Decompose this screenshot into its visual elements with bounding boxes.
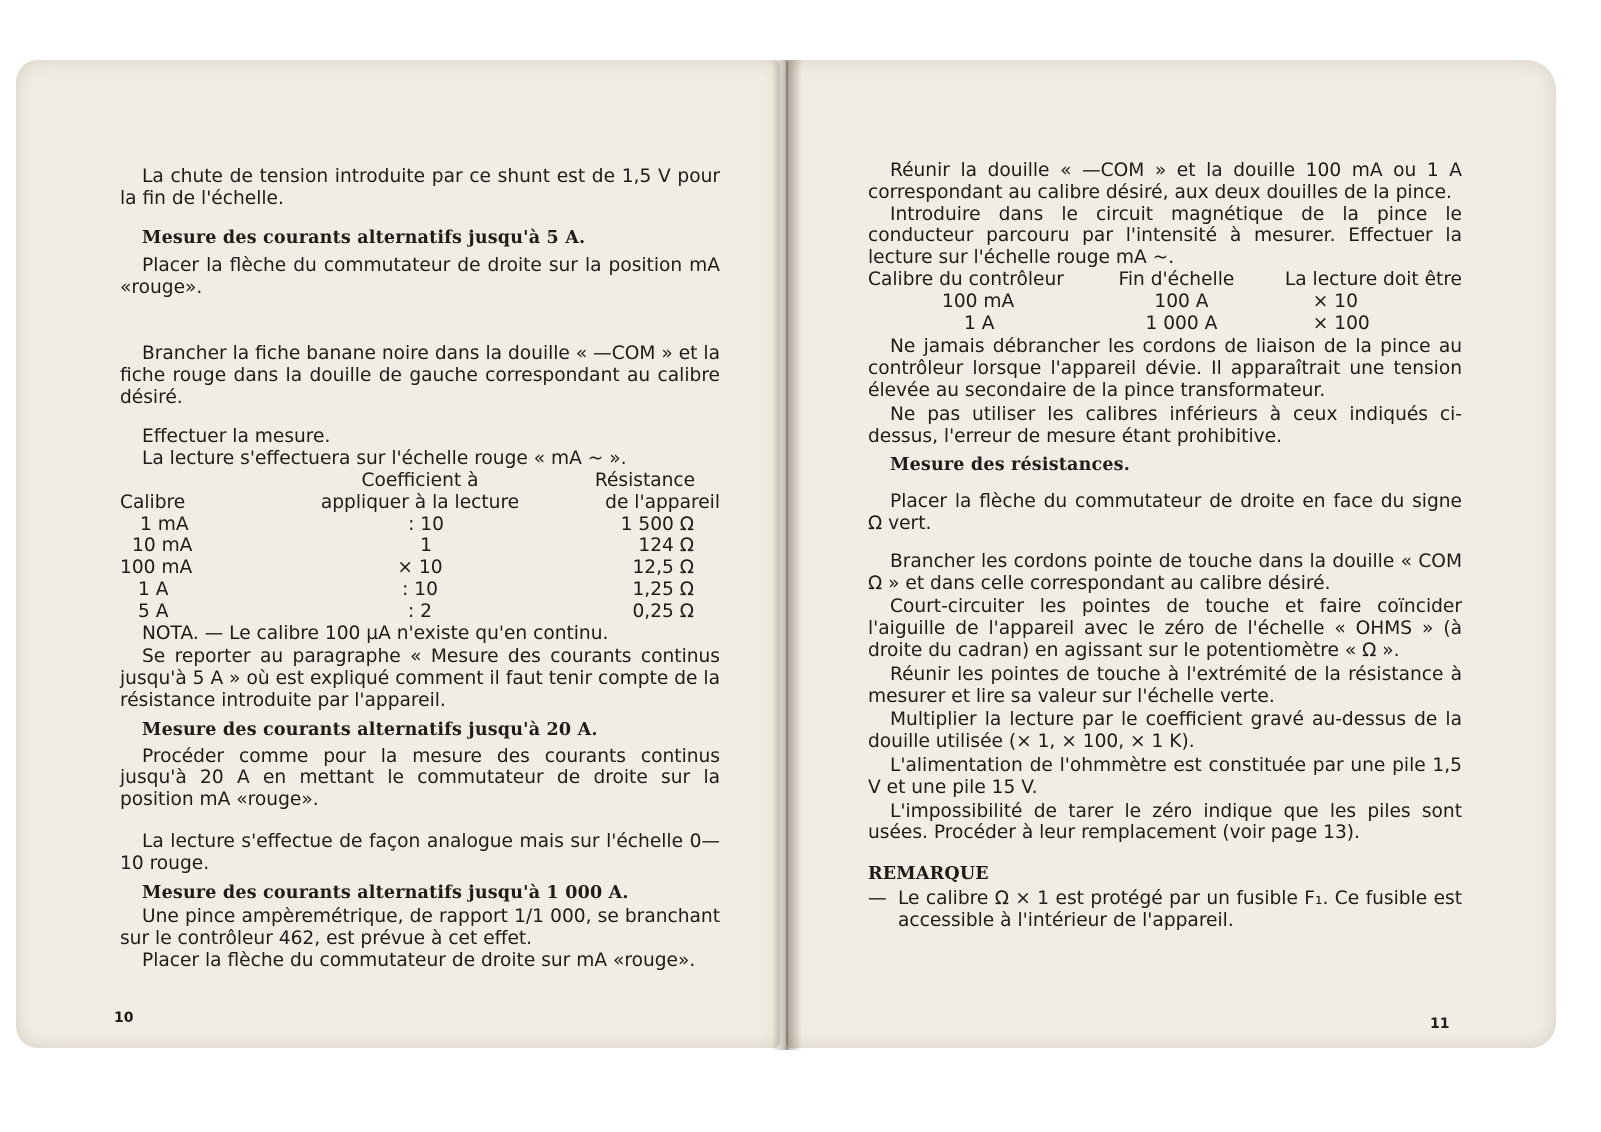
lecture-doit-header: La lecture doit être xyxy=(1284,268,1462,290)
booklet-scan xyxy=(16,60,1556,1050)
table-cell-lecture: × 100 xyxy=(1312,312,1370,334)
table-row xyxy=(120,579,720,601)
heading-1000a: Mesure des courants alternatifs jusqu'à 1 000 A. xyxy=(142,882,629,903)
multiplier-paragraph: Multiplier la lecture par le coefficient gravé au-dessus de la douille utilisée (× 1, × 100, × 1 K). xyxy=(868,709,1462,753)
table-cell-calibre: 5 A xyxy=(138,600,169,622)
table-cell-lecture: × 10 xyxy=(1312,290,1358,312)
heading-20a: Mesure des courants alternatifs jusqu'à 20 A. xyxy=(142,719,598,740)
table-cell-calibre: 1 A xyxy=(138,578,169,600)
brancher-paragraph: Brancher la fiche banane noire dans la douille « —COM » et la fiche rouge dans la douille de gauche correspondant au calibre désiré. xyxy=(120,342,720,408)
calibre-table xyxy=(120,470,720,623)
table-cell-res: 12,5 Ω xyxy=(632,557,694,579)
resistance-header-line1: Résistance xyxy=(594,469,696,491)
table-cell-coef: × 10 xyxy=(397,557,443,579)
pince-table xyxy=(868,269,1462,334)
effectuer-line: Effectuer la mesure. xyxy=(142,426,331,448)
coefficient-header xyxy=(270,470,570,514)
brancher-res-paragraph: Brancher les cordons pointe de touche dans la douille « COM Ω » et dans celle correspondant au calibre désiré. xyxy=(868,550,1462,594)
placer-1000a-line: Placer la flèche du commutateur de droite sur mA «rouge». xyxy=(142,949,696,971)
resistance-header-line2: de l'appareil xyxy=(605,491,720,513)
table-cell-calibre: 100 mA xyxy=(942,290,1015,312)
remarque-dash: — xyxy=(868,887,887,909)
impossibilite-paragraph: L'impossibilité de tarer le zéro indique que les piles sont usées. Procéder à leur remplacement (voir page 13). xyxy=(868,800,1462,844)
lecture-line: La lecture s'effectuera sur l'échelle rouge « mA ~ ». xyxy=(142,448,627,470)
book-gutter xyxy=(772,60,802,1050)
coefficient-header-line1: Coefficient à xyxy=(361,469,479,491)
table-cell-coef: : 10 xyxy=(408,513,444,535)
reunir-paragraph: Réunir la douille « —COM » et la douille 100 mA ou 1 A correspondant au calibre désiré, aux deux douilles de la pince. xyxy=(868,160,1462,203)
remarque-item xyxy=(868,888,1462,932)
fin-echelle-header: Fin d'échelle xyxy=(1118,268,1235,290)
left-page xyxy=(16,60,780,1048)
heading-5a: Mesure des courants alternatifs jusqu'à 5 A. xyxy=(142,227,586,248)
table-cell-calibre: 1 A xyxy=(964,312,995,334)
calibre-controleur-header: Calibre du contrôleur xyxy=(868,268,1064,290)
lecture-20a-paragraph: La lecture s'effectue de façon analogue mais sur l'échelle 0—10 rouge. xyxy=(120,830,720,874)
nota-line: NOTA. — Le calibre 100 µA n'existe qu'en continu. xyxy=(142,622,609,644)
table-cell-coef: : 10 xyxy=(402,578,438,600)
table-row xyxy=(120,557,720,579)
table-row xyxy=(868,291,1462,313)
ne-jamais-paragraph: Ne jamais débrancher les cordons de liaison de la pince au contrôleur lorsque l'appareil dévie. Il apparaîtrait une tension élevée au secondaire de la pince transformateur. xyxy=(868,336,1462,401)
table-cell-res: 124 Ω xyxy=(638,535,694,557)
remarque-heading: REMARQUE xyxy=(868,864,989,885)
table-cell-calibre: 100 mA xyxy=(120,557,193,579)
right-page-content xyxy=(868,60,1462,932)
page-number-right: 11 xyxy=(1430,1016,1450,1032)
table-cell-coef: : 2 xyxy=(407,600,432,622)
reunir-pointes-paragraph: Réunir les pointes de touche à l'extrémité de la résistance à mesurer et lire sa valeur sur l'échelle verte. xyxy=(868,663,1462,707)
table-cell-calibre: 1 mA xyxy=(140,513,189,535)
page-number-left: 10 xyxy=(114,1010,134,1026)
table-cell-res: 0,25 Ω xyxy=(632,600,694,622)
table-cell-calibre: 10 mA xyxy=(132,535,193,557)
placer-5a-paragraph: Placer la flèche du commutateur de droite sur la position mA «rouge». xyxy=(120,255,720,299)
pince-paragraph: Une pince ampèremétrique, de rapport 1/1 000, se branchant sur le contrôleur 462, est prévue à cet effet. xyxy=(120,906,720,950)
table-row xyxy=(120,535,720,557)
remarque-text: Le calibre Ω × 1 est protégé par un fusible F₁. Ce fusible est accessible à l'intérieur de l'appareil. xyxy=(898,887,1462,931)
table-row xyxy=(120,514,720,536)
right-page xyxy=(786,60,1556,1048)
alimentation-paragraph: L'alimentation de l'ohmmètre est constituée par une pile 1,5 V et une pile 15 V. xyxy=(868,754,1462,798)
heading-resistances: Mesure des résistances. xyxy=(890,455,1131,476)
coefficient-header-line2: appliquer à la lecture xyxy=(320,491,520,513)
table-cell-res: 1,25 Ω xyxy=(632,578,694,600)
intro-paragraph: La chute de tension introduite par ce shunt est de 1,5 V pour la fin de l'échelle. xyxy=(120,166,720,209)
introduire-paragraph: Introduire dans le circuit magnétique de la pince le conducteur parcouru par l'intensité à mesurer. Effectuer la lecture sur l'échelle rouge mA ~. xyxy=(868,203,1462,269)
resistance-header xyxy=(570,470,720,514)
proceder-paragraph: Procéder comme pour la mesure des courants continus jusqu'à 20 A en mettant le commutateur de droite sur la position mA «rouge». xyxy=(120,745,720,811)
court-circuiter-paragraph: Court-circuiter les pointes de touche et faire coïncider l'aiguille de l'appareil avec le zéro de l'échelle « OHMS » (à droite du cadran) en agissant sur le potentiomètre « Ω ». xyxy=(868,596,1462,661)
table-cell-fin: 1 000 A xyxy=(1145,312,1218,334)
placer-res-paragraph: Placer la flèche du commutateur de droite en face du signe Ω vert. xyxy=(868,491,1462,534)
ne-pas-paragraph: Ne pas utiliser les calibres inférieurs à ceux indiqués ci-dessus, l'erreur de mesure étant prohibitive. xyxy=(868,403,1462,447)
table-row xyxy=(120,601,720,623)
table-cell-fin: 100 A xyxy=(1154,290,1209,312)
left-page-content xyxy=(120,60,720,972)
table-cell-coef: 1 xyxy=(420,535,432,557)
se-reporter-paragraph: Se reporter au paragraphe « Mesure des courants continus jusqu'à 5 A » où est expliqué comment il faut tenir compte de la résistance introduite par l'appareil. xyxy=(120,646,720,711)
calibre-header: Calibre xyxy=(120,491,186,513)
table-cell-res: 1 500 Ω xyxy=(620,513,694,535)
table-row xyxy=(868,313,1462,335)
